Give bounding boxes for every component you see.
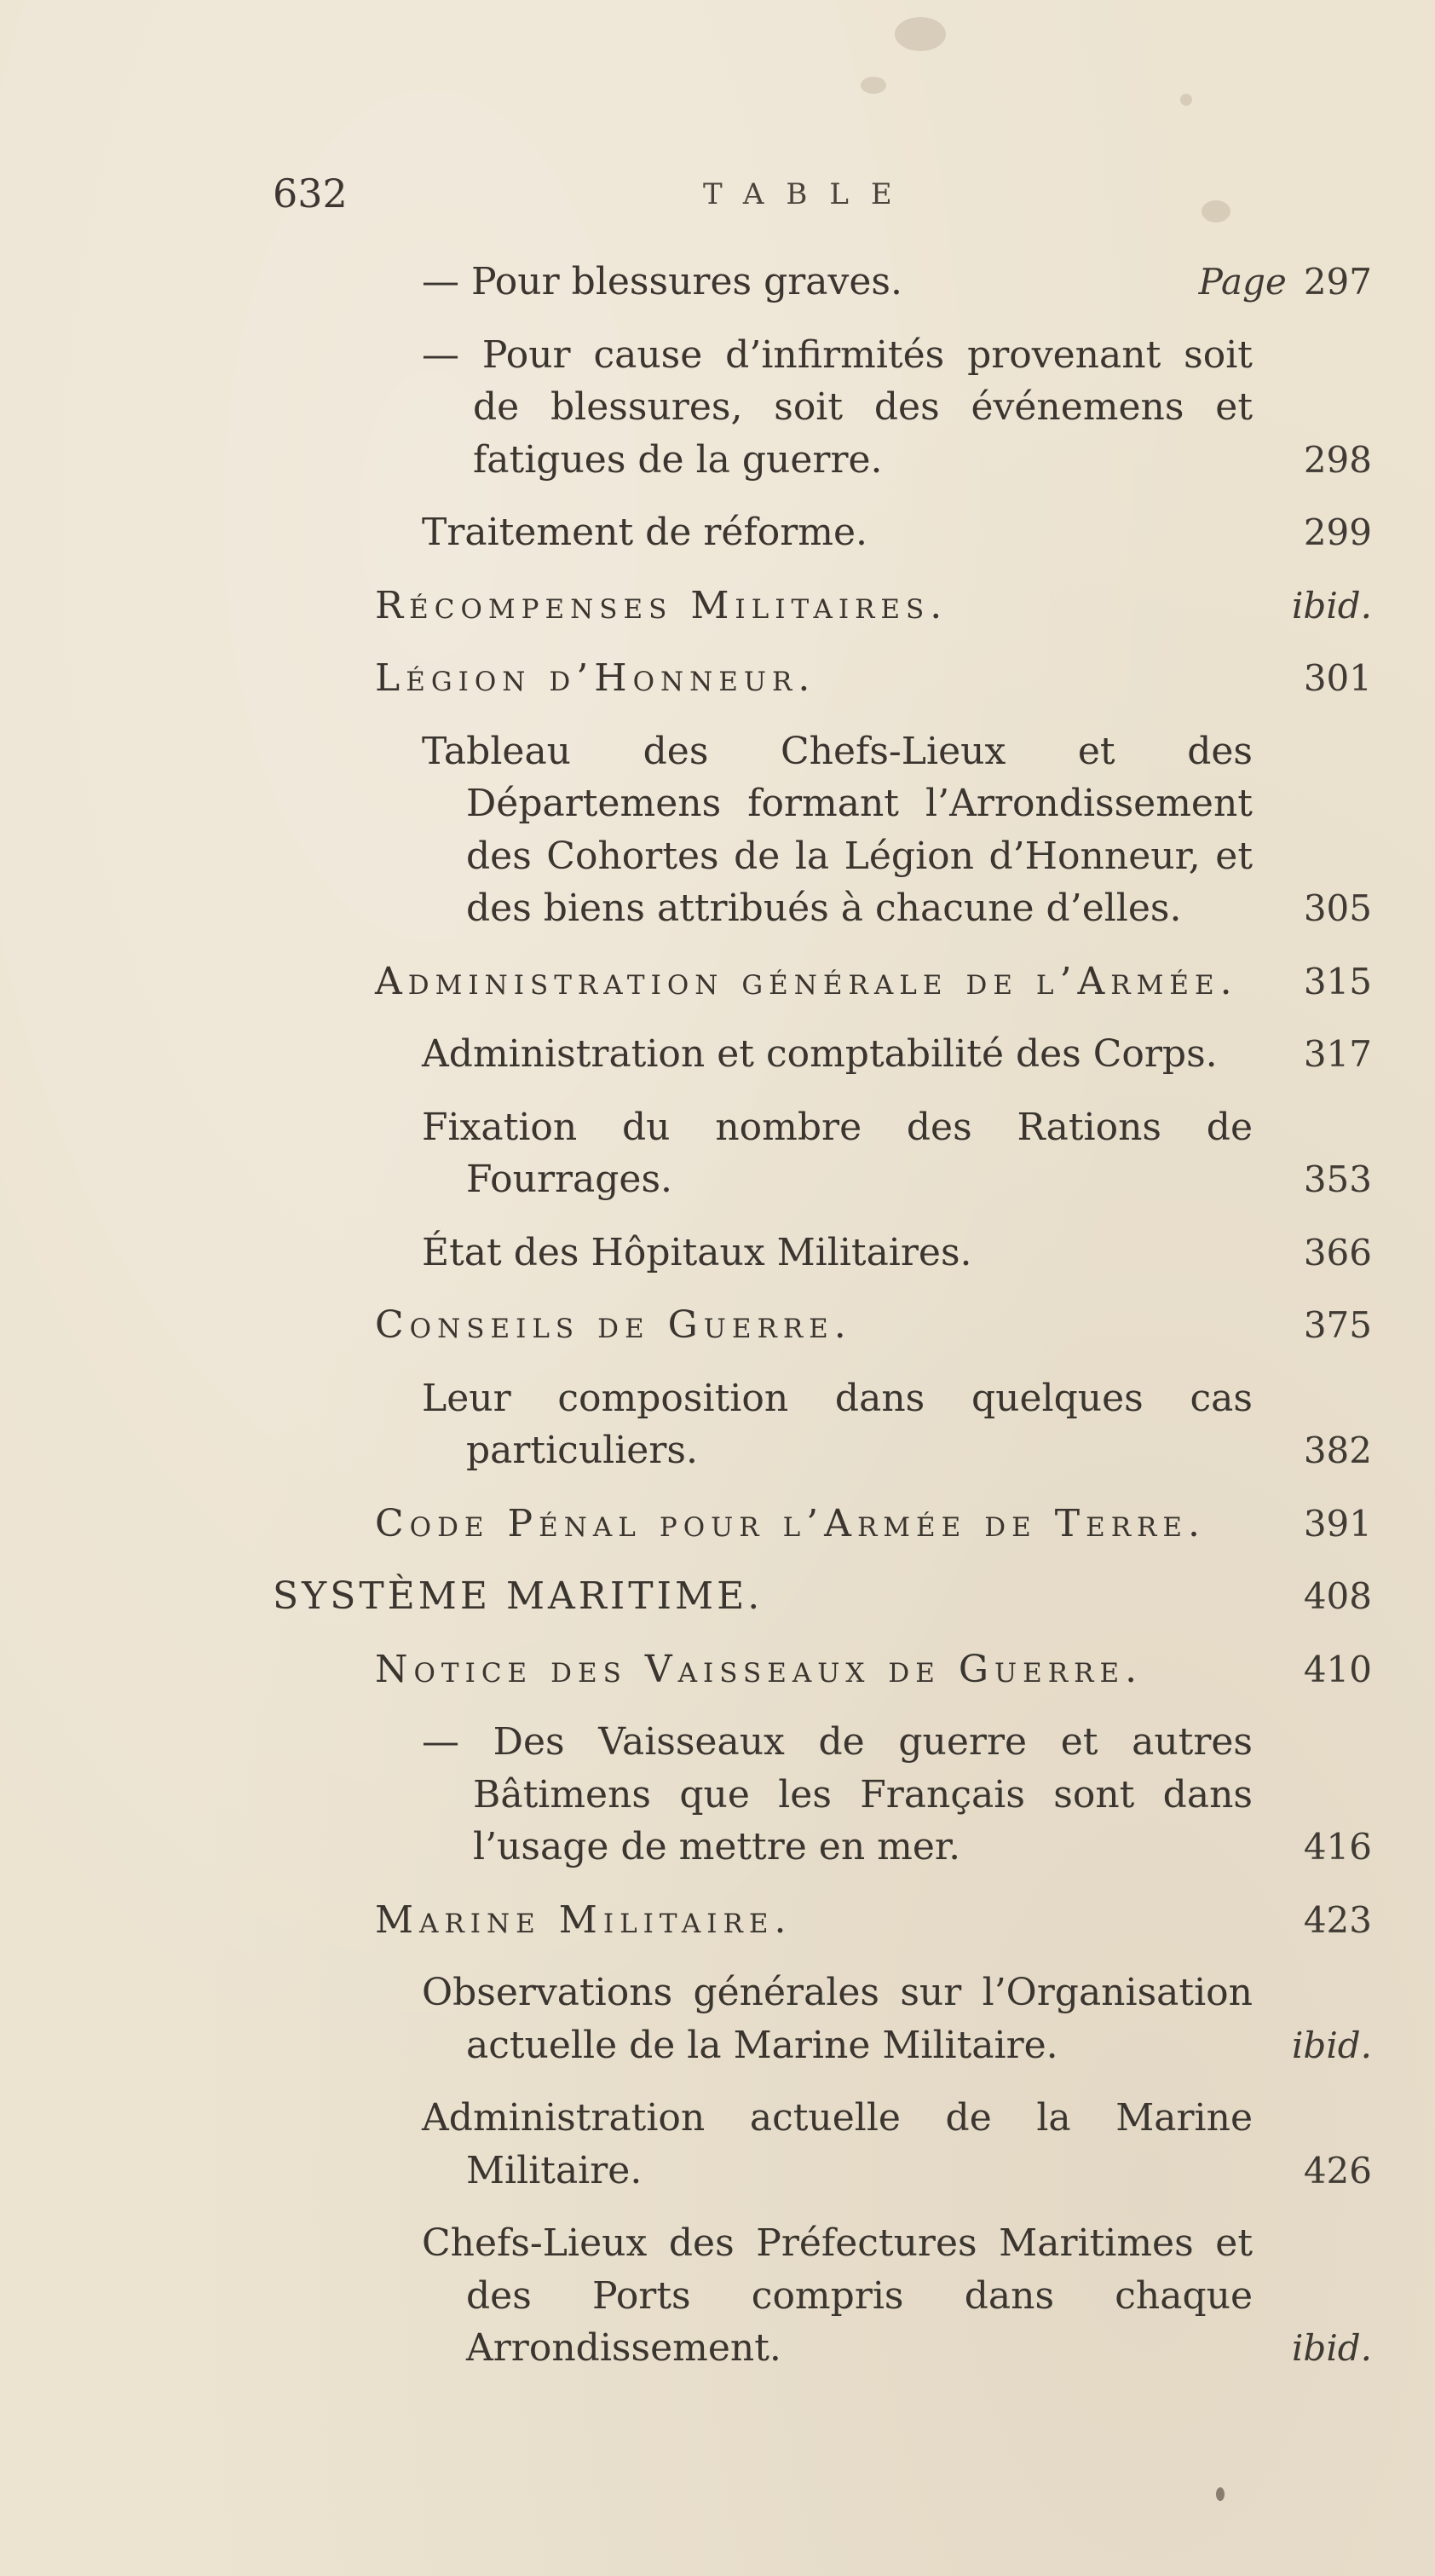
paper-stain bbox=[1216, 2487, 1225, 2501]
toc-entry-page bbox=[1304, 1570, 1372, 1623]
toc-entry bbox=[273, 1894, 1372, 1947]
toc-entry bbox=[273, 1498, 1372, 1551]
toc-entry-page bbox=[1292, 2322, 1372, 2375]
toc-page-number: 315 bbox=[1303, 960, 1372, 1002]
toc-entry-page bbox=[1292, 580, 1372, 632]
toc-entry-title: Récompenses Militaires. bbox=[375, 583, 948, 627]
toc-entry bbox=[273, 956, 1372, 1008]
toc-entry bbox=[273, 1372, 1372, 1477]
toc-entry bbox=[273, 1643, 1372, 1696]
toc-page-number: 391 bbox=[1303, 1502, 1372, 1545]
toc-entry-title: — Pour blessures graves. bbox=[422, 260, 902, 303]
toc-entry-title: Administration et comptabilité des Corps. bbox=[422, 1032, 1218, 1076]
paper-stain bbox=[1180, 94, 1192, 106]
toc-entry-title: Chefs-Lieux des Préfectures Maritimes et des Ports compris dans chaque Arrondissement. bbox=[422, 2221, 1253, 2370]
toc-page-number: ibid. bbox=[1292, 2024, 1372, 2066]
toc-page-number: 408 bbox=[1303, 1575, 1372, 1617]
toc-entry-page bbox=[1304, 1153, 1372, 1206]
toc-entry-page bbox=[1304, 506, 1372, 559]
toc-entry bbox=[273, 506, 1372, 559]
toc-page-prefix: Page bbox=[1198, 261, 1287, 303]
toc-entry bbox=[273, 1227, 1372, 1279]
toc-entry-title: Légion d’Honneur. bbox=[375, 656, 816, 700]
toc-page-number: 375 bbox=[1303, 1304, 1372, 1346]
toc-entry-page bbox=[1304, 1424, 1372, 1477]
toc-entry-page bbox=[1304, 1643, 1372, 1696]
toc-entry-page bbox=[1304, 882, 1372, 935]
toc-page-number: 382 bbox=[1303, 1430, 1372, 1471]
toc-entry bbox=[273, 1101, 1372, 1206]
toc-entry bbox=[273, 256, 1372, 309]
toc-entry-title: Leur composition dans quelques cas particuliers. bbox=[422, 1376, 1253, 1472]
toc-page-number: 301 bbox=[1303, 657, 1372, 699]
toc-entry-title: État des Hôpitaux Militaires. bbox=[422, 1230, 972, 1274]
paper-stain bbox=[895, 17, 946, 51]
toc-entry bbox=[273, 580, 1372, 632]
toc-page-number: 416 bbox=[1303, 1826, 1372, 1868]
toc-entry-page bbox=[1199, 256, 1372, 309]
toc-page-number: 297 bbox=[1303, 261, 1372, 303]
toc-entry bbox=[273, 1028, 1372, 1081]
toc-entry bbox=[273, 1716, 1372, 1874]
toc-page-number: 423 bbox=[1303, 1898, 1372, 1941]
paper-stain bbox=[861, 77, 886, 94]
toc-entry-page bbox=[1304, 1028, 1372, 1081]
toc-entry-page bbox=[1304, 2145, 1372, 2198]
toc-entry-page bbox=[1304, 956, 1372, 1008]
toc-entry-title: Tableau des Chefs-Lieux et des Départemens formant l’Arrondissement des Cohortes de la Légion d’Honneur, et des biens attribués à chacune d’elles. bbox=[422, 729, 1253, 930]
toc-entry bbox=[273, 1967, 1372, 2071]
toc-entry bbox=[273, 2217, 1372, 2375]
toc-entry-title: Administration actuelle de la Marine Militaire. bbox=[422, 2096, 1253, 2192]
toc-page-number: 426 bbox=[1303, 2149, 1372, 2192]
toc-entry bbox=[273, 1570, 1372, 1623]
page-header bbox=[273, 170, 1329, 230]
toc-entry-page bbox=[1304, 1299, 1372, 1352]
toc-entry-title: SYSTÈME MARITIME. bbox=[273, 1574, 764, 1618]
toc-page-number: 305 bbox=[1303, 887, 1372, 929]
toc-entry-page bbox=[1304, 652, 1372, 705]
toc-page-number: 299 bbox=[1303, 511, 1372, 553]
toc-entry-title: — Pour cause d’infirmités provenant soit de blessures, soit des événemens et fatigues de la guerre. bbox=[422, 332, 1253, 482]
toc-page-number: 298 bbox=[1303, 438, 1372, 481]
toc-entry-page bbox=[1304, 1498, 1372, 1551]
toc-page-number: 410 bbox=[1303, 1648, 1372, 1690]
toc-entry bbox=[273, 2092, 1372, 2197]
toc-entry bbox=[273, 329, 1372, 487]
running-title: TABLE bbox=[703, 177, 914, 211]
toc-page-number: 317 bbox=[1303, 1033, 1372, 1075]
toc-entry-title: Traitement de réforme. bbox=[422, 511, 867, 554]
toc-entry bbox=[273, 725, 1372, 935]
page-number: 632 bbox=[273, 170, 348, 217]
toc-entry-page bbox=[1304, 434, 1372, 487]
toc-entry-page bbox=[1292, 2019, 1372, 2072]
toc-entry-title: Code Pénal pour l’Armée de Terre. bbox=[375, 1501, 1207, 1545]
toc-page-number: ibid. bbox=[1292, 584, 1372, 627]
toc-entry-title: Administration générale de l’Armée. bbox=[375, 959, 1238, 1003]
toc-entry-page bbox=[1304, 1227, 1372, 1279]
toc-entry-title: Marine Militaire. bbox=[375, 1897, 792, 1942]
toc-page-number: 353 bbox=[1303, 1158, 1372, 1200]
table-of-contents bbox=[273, 256, 1372, 2395]
toc-entry-page bbox=[1304, 1894, 1372, 1947]
toc-entry bbox=[273, 1299, 1372, 1352]
toc-entry-title: Notice des Vaisseaux de Guerre. bbox=[375, 1647, 1144, 1691]
toc-entry bbox=[273, 652, 1372, 705]
toc-page-number: 366 bbox=[1303, 1231, 1372, 1274]
toc-entry-title: — Des Vaisseaux de guerre et autres Bâtimens que les Français sont dans l’usage de mettre en mer. bbox=[422, 1720, 1253, 1868]
toc-entry-title: Fixation du nombre des Rations de Fourrages. bbox=[422, 1105, 1253, 1201]
toc-entry-page bbox=[1304, 1821, 1372, 1874]
toc-page-number: ibid. bbox=[1292, 2327, 1372, 2369]
toc-entry-title: Observations générales sur l’Organisation actuelle de la Marine Militaire. bbox=[422, 1971, 1253, 2067]
toc-entry-title: Conseils de Guerre. bbox=[375, 1303, 852, 1347]
